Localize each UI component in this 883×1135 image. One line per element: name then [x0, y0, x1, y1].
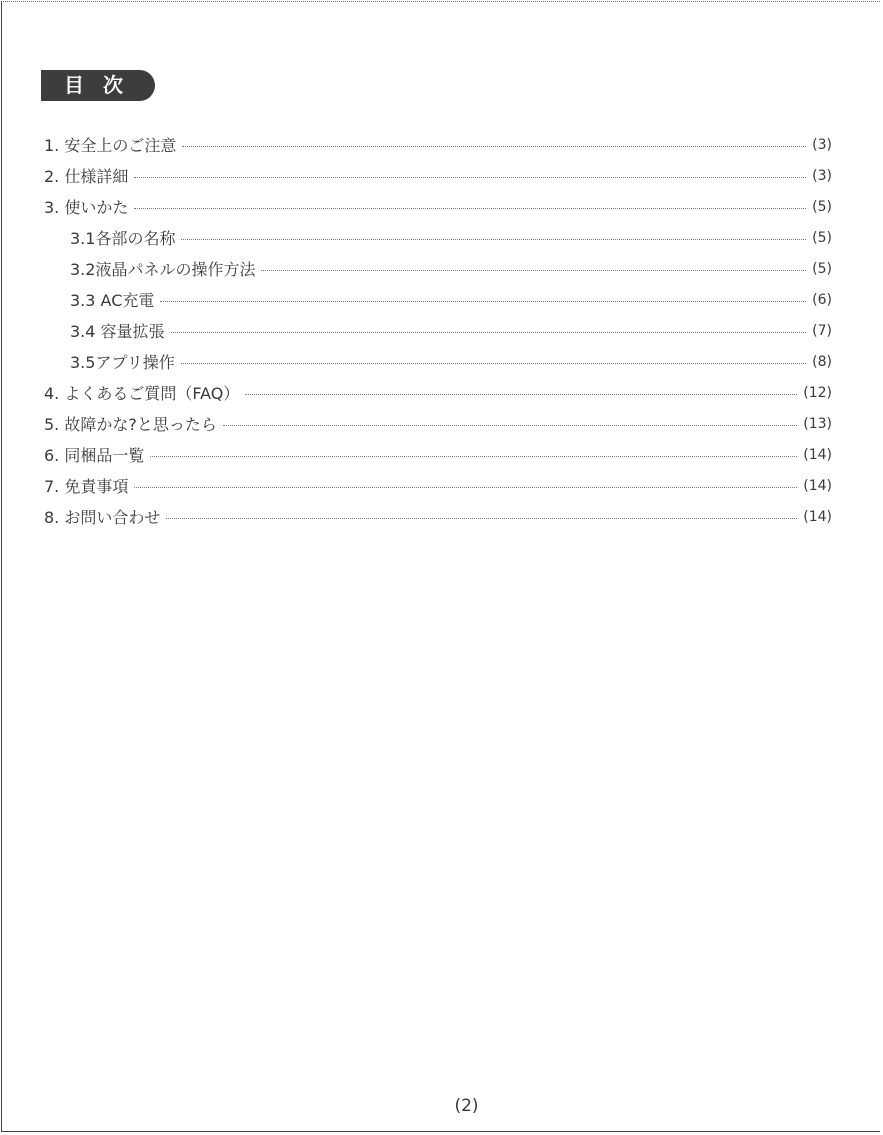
dot-leader [160, 301, 806, 302]
dot-leader [134, 208, 806, 209]
toc-entry-page: (14) [803, 508, 832, 525]
page-number: (2) [454, 1096, 479, 1116]
toc-entry-8[interactable] [44, 501, 832, 532]
toc-entry-label: 3.5アプリ操作 [70, 353, 175, 372]
toc-entry-page: (7) [812, 322, 832, 339]
toc-entry-label: 3.3 AC充電 [70, 291, 155, 310]
dot-leader [261, 270, 806, 271]
toc-entry-7[interactable] [44, 470, 832, 501]
dot-leader [181, 363, 806, 364]
toc-entry-label: 2. 仕様詳細 [44, 167, 129, 186]
table-of-contents [44, 129, 832, 532]
toc-entry-label: 1. 安全上のご注意 [44, 136, 177, 155]
toc-entry-page: (6) [812, 291, 832, 308]
toc-entry-page: (5) [812, 260, 832, 277]
toc-entry-label: 8. お問い合わせ [44, 508, 161, 527]
dot-leader [134, 177, 806, 178]
toc-entry-label: 4. よくあるご質問（FAQ） [44, 384, 240, 403]
toc-entry-label: 3.2液晶パネルの操作方法 [70, 260, 256, 279]
toc-entry-label: 3.4 容量拡張 [70, 322, 165, 341]
toc-entry-5[interactable] [44, 408, 832, 439]
toc-entry-page: (12) [803, 384, 832, 401]
dot-leader [134, 487, 797, 488]
toc-entry-label: 7. 免責事項 [44, 477, 129, 496]
dot-leader [223, 425, 797, 426]
toc-title: 目 次 [41, 70, 155, 101]
toc-entry-3-1[interactable] [44, 222, 832, 253]
dot-leader [166, 518, 797, 519]
toc-entry-label: 3. 使いかた [44, 198, 129, 217]
toc-entry-label: 3.1各部の名称 [70, 229, 176, 248]
toc-entry-4[interactable] [44, 377, 832, 408]
dot-leader [245, 394, 797, 395]
dot-leader [182, 146, 806, 147]
toc-entry-page: (13) [803, 415, 832, 432]
toc-entry-page: (5) [812, 198, 832, 215]
toc-entry-label: 5. 故障かな?と思ったら [44, 415, 217, 434]
dot-leader [181, 239, 806, 240]
toc-entry-page: (8) [812, 353, 832, 370]
toc-entry-page: (3) [812, 167, 832, 184]
dot-leader [150, 456, 797, 457]
dot-leader [171, 332, 807, 333]
toc-entry-label: 6. 同梱品一覧 [44, 446, 145, 465]
toc-entry-page: (14) [803, 446, 832, 463]
toc-entry-6[interactable] [44, 439, 832, 470]
toc-entry-3[interactable] [44, 191, 832, 222]
toc-entry-page: (3) [812, 136, 832, 153]
toc-entry-3-3[interactable] [44, 284, 832, 315]
toc-entry-3-2[interactable] [44, 253, 832, 284]
toc-entry-3-4[interactable] [44, 315, 832, 346]
toc-entry-2[interactable] [44, 160, 832, 191]
toc-entry-3-5[interactable] [44, 346, 832, 377]
toc-entry-page: (14) [803, 477, 832, 494]
toc-entry-1[interactable] [44, 129, 832, 160]
toc-entry-page: (5) [812, 229, 832, 246]
